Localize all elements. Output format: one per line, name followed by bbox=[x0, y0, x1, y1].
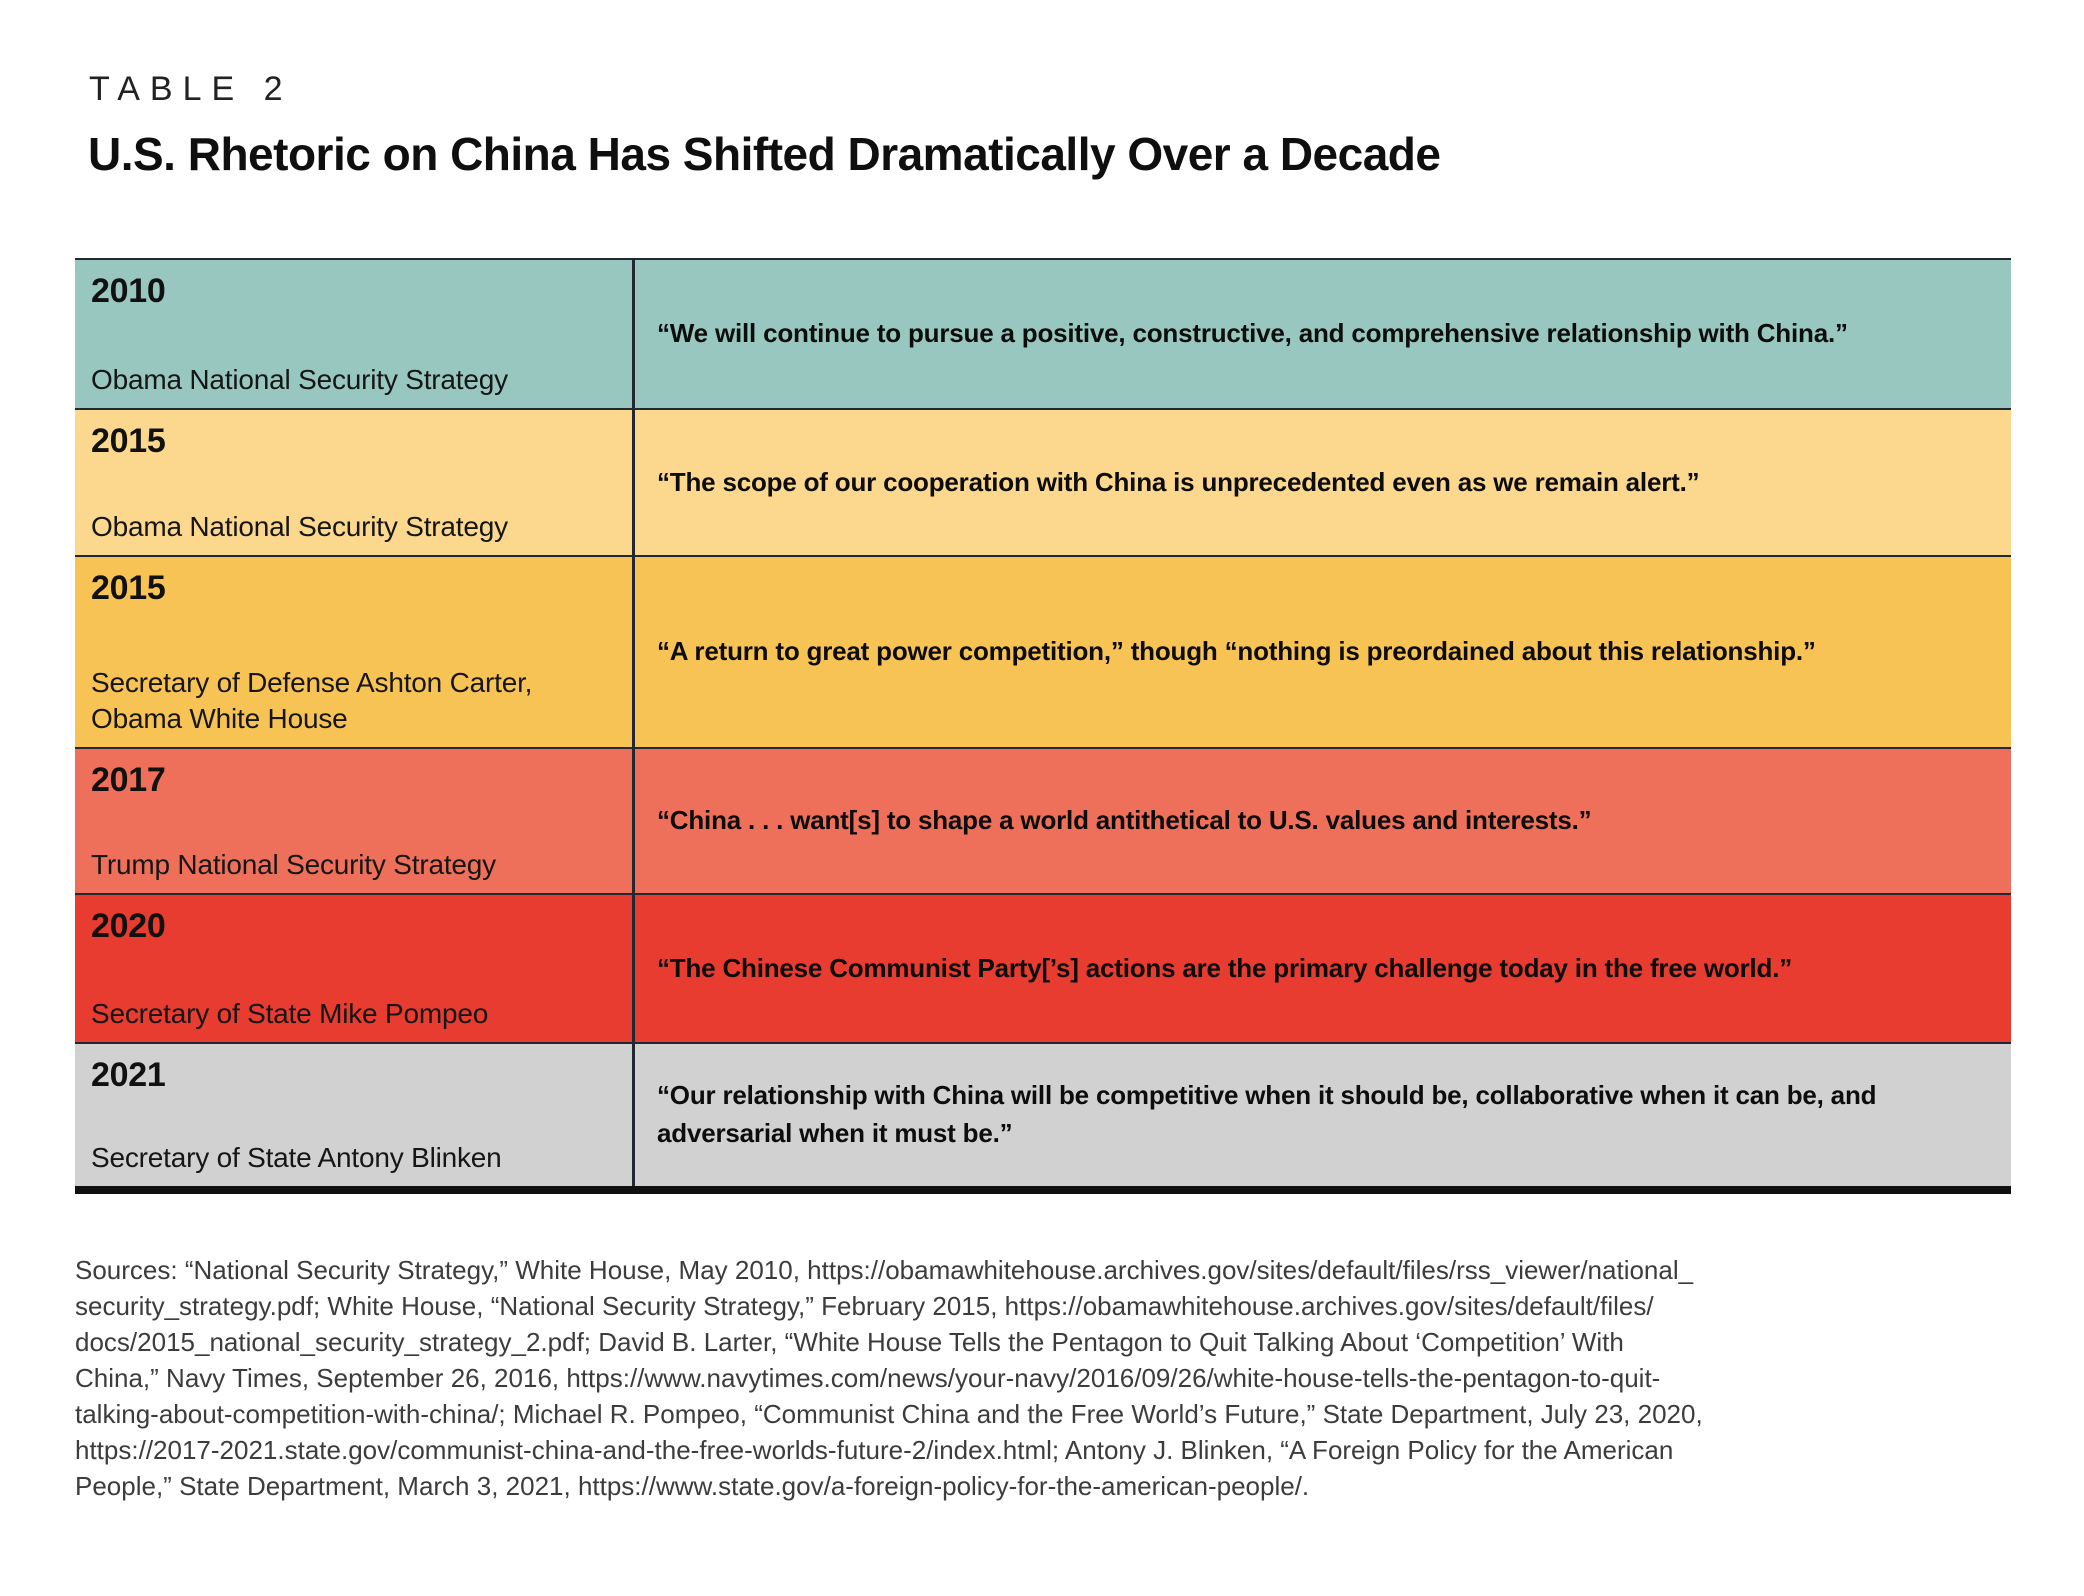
row-speaker: Secretary of Defense Ashton Carter, Obama White House bbox=[91, 667, 533, 735]
row-speaker: Secretary of State Mike Pompeo bbox=[91, 998, 489, 1030]
rhetoric-table bbox=[75, 258, 2011, 1194]
sources-line: security_strategy.pdf; White House, “National Security Strategy,” February 2015, https://obamawhitehouse.archives.gov/sites/default/files/ bbox=[75, 1291, 1654, 1321]
row-header-cell bbox=[75, 895, 635, 1042]
table-row bbox=[75, 893, 2011, 1042]
sources-note bbox=[75, 1252, 2011, 1504]
table-row bbox=[75, 747, 2011, 893]
row-year: 2015 bbox=[91, 422, 166, 460]
row-quote: “Our relationship with China will be competitive when it should be, collaborative when it can be, and adversarial when it must be.” bbox=[657, 1080, 1877, 1148]
sources-line: talking-about-competition-with-china/; Michael R. Pompeo, “Communist China and the Free World’s Future,” State Department, July 23, 2020, bbox=[75, 1399, 1703, 1429]
row-quote: “The scope of our cooperation with China is unprecedented even as we remain alert.” bbox=[657, 466, 1700, 497]
table-row bbox=[75, 258, 2011, 408]
table-row bbox=[75, 408, 2011, 555]
row-year: 2021 bbox=[91, 1056, 166, 1094]
row-year: 2017 bbox=[91, 761, 166, 799]
row-speaker: Obama National Security Strategy bbox=[91, 511, 508, 543]
sources-line: https://2017-2021.state.gov/communist-china-and-the-free-worlds-future-2/index.html; Antony J. Blinken, “A Foreign Policy for the American bbox=[75, 1435, 1674, 1465]
table-row bbox=[75, 555, 2011, 747]
row-quote-cell bbox=[635, 557, 2011, 747]
row-quote: “China . . . want[s] to shape a world antithetical to U.S. values and interests.” bbox=[657, 805, 1592, 836]
row-year: 2020 bbox=[91, 907, 166, 945]
page bbox=[75, 70, 2011, 1504]
row-header-cell bbox=[75, 557, 635, 747]
row-speaker: Obama National Security Strategy bbox=[91, 364, 508, 396]
sources-line: China,” Navy Times, September 26, 2016, https://www.navytimes.com/news/your-navy/2016/09/26/white-house-tells-the-pentagon-to-quit- bbox=[75, 1363, 1661, 1393]
row-quote: “The Chinese Communist Party[’s] actions are the primary challenge today in the free world.” bbox=[657, 952, 1793, 983]
row-speaker: Secretary of State Antony Blinken bbox=[91, 1142, 502, 1174]
row-quote-cell bbox=[635, 410, 2011, 555]
table-title: U.S. Rhetoric on China Has Shifted Dramatically Over a Decade bbox=[88, 128, 1441, 180]
sources-line: Sources: “National Security Strategy,” White House, May 2010, https://obamawhitehouse.archives.gov/sites/default/files/rss_viewer/national_ bbox=[75, 1255, 1694, 1285]
row-header-cell bbox=[75, 410, 635, 555]
row-header-cell bbox=[75, 1044, 635, 1186]
row-quote: “A return to great power competition,” though “nothing is preordained about this relationship.” bbox=[657, 636, 1816, 667]
row-year: 2015 bbox=[91, 569, 166, 607]
row-quote-cell bbox=[635, 260, 2011, 408]
row-header-cell bbox=[75, 260, 635, 408]
row-header-cell bbox=[75, 749, 635, 893]
row-quote: “We will continue to pursue a positive, constructive, and comprehensive relationship with China.” bbox=[657, 318, 1848, 349]
row-speaker: Trump National Security Strategy bbox=[91, 849, 496, 881]
sources-line: People,” State Department, March 3, 2021, https://www.state.gov/a-foreign-policy-for-the-american-people/. bbox=[75, 1471, 1310, 1501]
row-quote-cell bbox=[635, 1044, 2011, 1186]
table-row bbox=[75, 1042, 2011, 1186]
row-quote-cell bbox=[635, 895, 2011, 1042]
table-kicker: TABLE 2 bbox=[89, 70, 293, 108]
sources-line: docs/2015_national_security_strategy_2.pdf; David B. Larter, “White House Tells the Pentagon to Quit Talking About ‘Competition’ With bbox=[75, 1327, 1624, 1357]
row-year: 2010 bbox=[91, 272, 166, 310]
row-quote-cell bbox=[635, 749, 2011, 893]
